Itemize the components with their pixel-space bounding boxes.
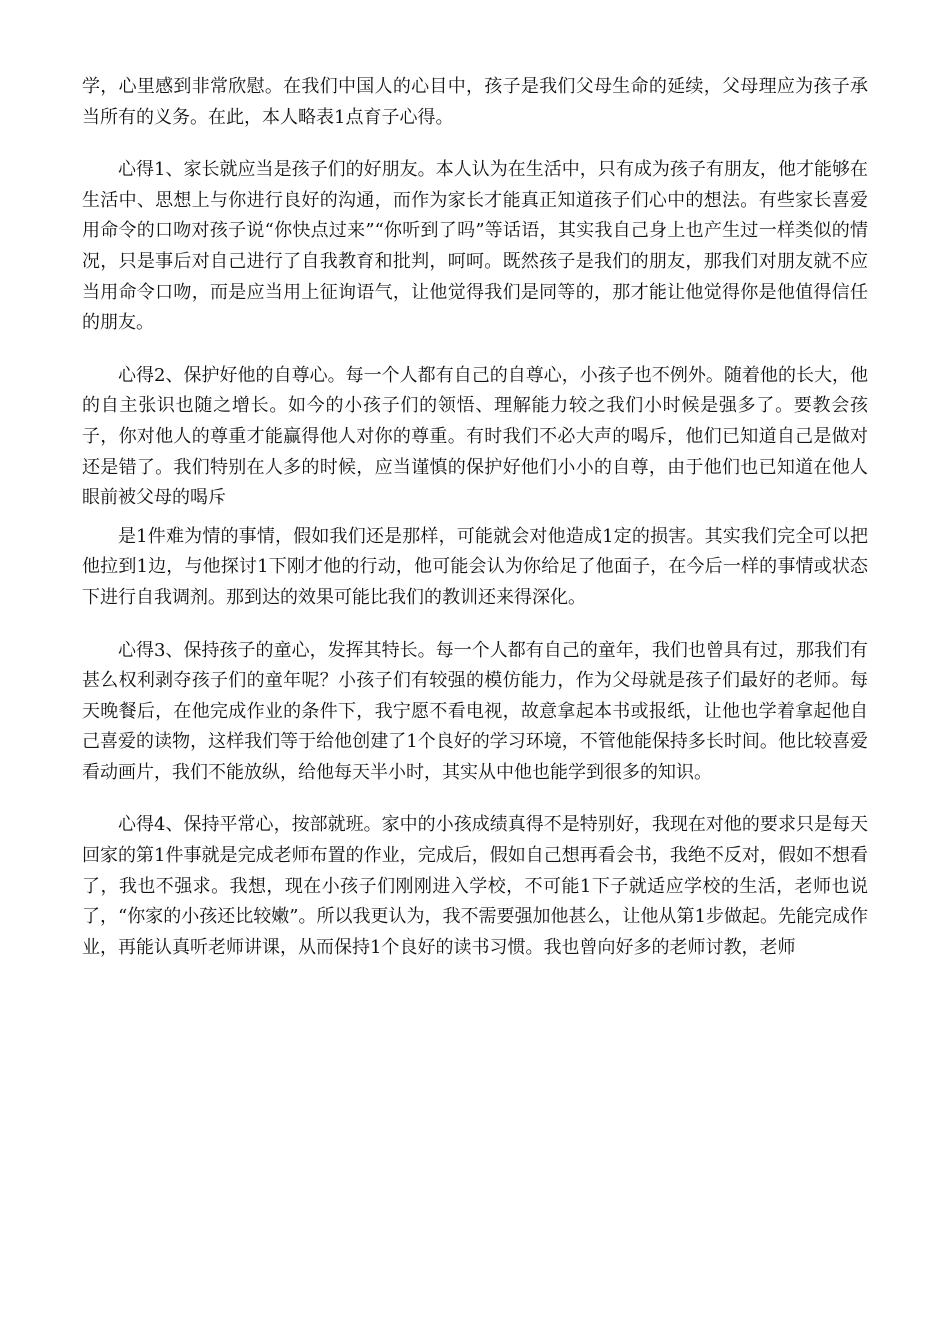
paragraph-tip-4: 心得4、保持平常心，按部就班。家中的小孩成绩真得不是特别好，我现在对他的要求只是每天回家的第1件事就是完成老师布置的作业，完成后，假如自己想再看会书，我绝不反对，假如不想看了，我也不强求。我想，现在小孩子们刚刚进入学校，不可能1下子就适应学校的生活，老师也说了，“你家的小孩还比较嫩”。所以我更认为，我不需要强加他甚么，让他从第1步做起。先能完成作业，再能认真听老师讲课，从而保持1个良好的读书习惯。我也曾向好多的老师讨教，老师 [82,814,868,958]
paragraph-tip-1: 心得1、家长就应当是孩子们的好朋友。本人认为在生活中，只有成为孩子有朋友，他才能够在生活中、思想上与你进行良好的沟通，而作为家长才能真正知道孩子们心中的想法。有些家长喜爱用命令的口吻对孩子说“你快点过来”“你听到了吗”等话语，其实我自己身上也产生过一样类似的情况，只是事后对自己进行了自我教育和批判，呵呵。既然孩子是我们的朋友，那我们对朋友就不应当用命令口吻，而是应当用上征询语气，让他觉得我们是同等的，那才能让他觉得你是他值得信任的朋友。 [82,159,868,334]
paragraph-tip-2-continued: 是1件难为情的事情，假如我们还是那样，可能就会对他造成1定的损害。其实我们完全可以把他拉到1边，与他探讨1下刚才他的行动，他可能会认为你给足了他面子，在今后一样的事情或状态下进行自我调剂。那到达的效果可能比我们的教训还来得深化。 [82,525,868,608]
paragraph-tip-3: 心得3、保持孩子的童心，发挥其特长。每一个人都有自己的童年，我们也曾具有过，那我们有甚么权利剥夺孩子们的童年呢？小孩子们有较强的模仿能力，作为父母就是孩子们最好的老师。每天晚餐后，在他完成作业的条件下，我宁愿不看电视，故意拿起本书或报纸，让他也学着拿起他自己喜爱的读物，这样我们等于给他创建了1个良好的学习环境，不管他能保持多长时间。他比较喜爱看动画片，我们不能放纵，给他每天半小时，其实从中他也能学到很多的知识。 [82,639,868,783]
paragraph-tip-2: 心得2、保护好他的自尊心。每一个人都有自己的自尊心，小孩子也不例外。随着他的长大，他的自主张识也随之增长。如今的小孩子们的领悟、理解能力较之我们小时候是强多了。要教会孩子，你对他人的尊重才能赢得他人对你的尊重。有时我们不必大声的喝斥，他们已知道自己是做对还是错了。我们特别在人多的时候，应当谨慎的保护好他们小小的自尊，由于他们也已知道在他人眼前被父母的喝斥 [82,364,868,509]
document-page [82,72,868,985]
paragraph-intro-continued: 学，心里感到非常欣慰。在我们中国人的心目中，孩子是我们父母生命的延续，父母理应为孩子承当所有的义务。在此，本人略表1点育子心得。 [82,76,868,128]
